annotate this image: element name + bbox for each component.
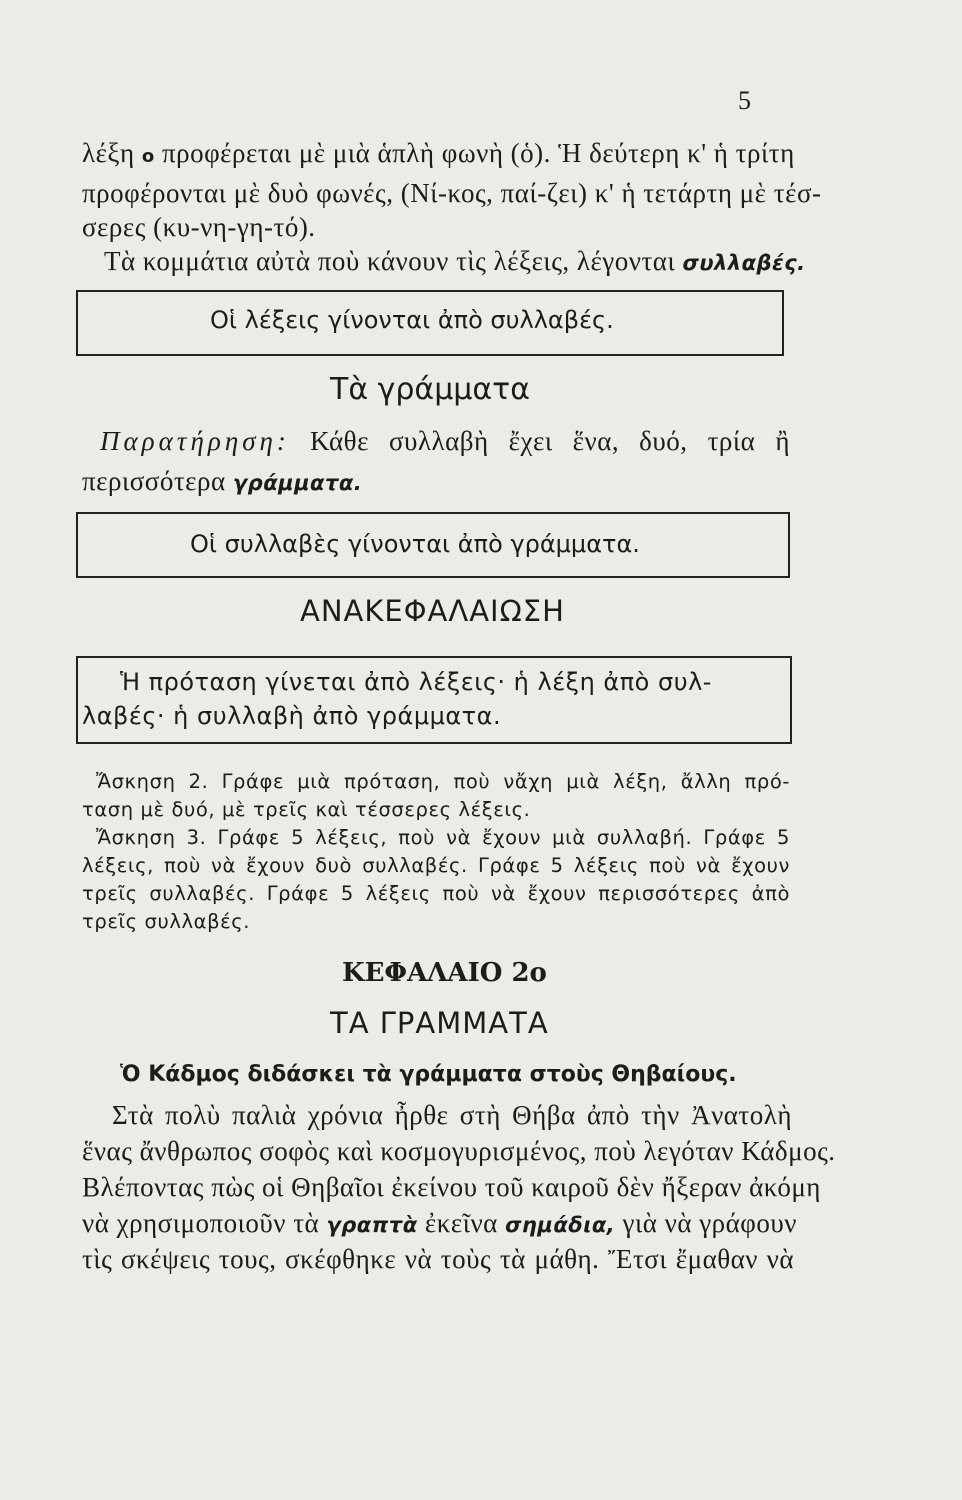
box1-text: Οἱ λέξεις γίνονται ἀπὸ συλλαβές. bbox=[210, 306, 614, 334]
para2-line1: Στὰ πολὺ παλιὰ χρόνια ἦρθε στὴ Θήβα ἀπὸ τὴν Ἀνατολὴ bbox=[112, 1100, 792, 1130]
exercise-line1: Ἄσκηση 2. Γράφε μιὰ πρόταση, ποὺ νἄχη μιὰ λέξη, ἄλλη πρό- bbox=[96, 770, 790, 793]
section-heading-letters: Τὰ γράμματα bbox=[330, 372, 530, 407]
para1-line4 bbox=[104, 246, 806, 277]
story-heading: Ὁ Κάδμος διδάσκει τὰ γράμματα στοὺς Θηβαίους. bbox=[120, 1062, 737, 1087]
bold-term: γραπτὰ bbox=[326, 1213, 418, 1237]
bold-marker: ο bbox=[141, 146, 155, 167]
bold-term: συλλαβές. bbox=[682, 251, 806, 275]
text-span: νὰ χρησιμοποιοῦν τὰ bbox=[82, 1208, 327, 1238]
para2-line5: τὶς σκέψεις τους, σκέφθηκε νὰ τοὺς τὰ μάθη. Ἔτσι ἔμαθαν νὰ bbox=[82, 1244, 794, 1274]
page-number: 5 bbox=[738, 86, 751, 115]
observation-line2 bbox=[82, 466, 362, 497]
para2-line3: Βλέποντας πὼς οἱ Θηβαῖοι ἐκείνου τοῦ καιροῦ δὲν ἤξεραν ἀκόμη bbox=[82, 1172, 821, 1202]
box3-line2: λαβές· ἡ συλλαβὴ ἀπὸ γράμματα. bbox=[82, 702, 502, 730]
exercise-line4: λέξεις, ποὺ νὰ ἔχουν δυὸ συλλαβές. Γράφε 5 λέξεις ποὺ νὰ ἔχουν bbox=[82, 854, 790, 877]
text-span: περισσότερα bbox=[82, 466, 233, 496]
observation-line1 bbox=[100, 426, 790, 457]
exercise-line5: τρεῖς συλλαβές. Γράφε 5 λέξεις ποὺ νὰ ἔχουν περισσότερες ἀπὸ bbox=[82, 882, 790, 905]
para2-line2: ἕνας ἄνθρωπος σοφὸς καὶ κοσμογυρισμένος, ποὺ λεγόταν Κάδμος. bbox=[82, 1136, 836, 1166]
box3-line1: Ἡ πρόταση γίνεται ἀπὸ λέξεις· ἡ λέξη ἀπὸ συλ- bbox=[120, 668, 712, 696]
text-span: λέξη bbox=[82, 138, 142, 168]
para1-line1 bbox=[82, 138, 795, 169]
observation-label: Παρατήρηση: bbox=[100, 426, 290, 456]
summary-heading: ΑΝΑΚΕΦΑΛΑΙΩΣΗ bbox=[300, 594, 565, 628]
bold-term: σημάδια, bbox=[505, 1213, 616, 1237]
text-span: γιὰ νὰ γράφουν bbox=[615, 1208, 797, 1238]
chapter-title: ΤΑ ΓΡΑΜΜΑΤΑ bbox=[330, 1006, 549, 1040]
text-span: Τὰ κομμάτια αὐτὰ ποὺ κάνουν τὶς λέξεις, λέγονται bbox=[104, 246, 683, 276]
para1-line3: σερες (κυ-νη-γη-τό). bbox=[82, 212, 316, 242]
bold-term: γράμματα. bbox=[232, 471, 363, 495]
exercise-line3: Ἄσκηση 3. Γράφε 5 λέξεις, ποὺ νὰ ἔχουν μιὰ συλλαβή. Γράφε 5 bbox=[96, 826, 790, 849]
text-span: Κάθε συλλαβὴ ἔχει ἕνα, δυό, τρία ἢ bbox=[310, 426, 790, 456]
chapter-number: ΚΕΦΑΛΑΙΟ 2ο bbox=[342, 958, 547, 988]
text-span: ἐκεῖνα bbox=[417, 1208, 506, 1238]
para2-line4 bbox=[82, 1208, 797, 1239]
box2-text: Οἱ συλλαβὲς γίνονται ἀπὸ γράμματα. bbox=[190, 530, 640, 558]
exercise-line6: τρεῖς συλλαβές. bbox=[82, 910, 251, 933]
para1-line2: προφέρονται μὲ δυὸ φωνές, (Νί-κος, παί-ζει) κ' ἡ τετάρτη μὲ τέσ- bbox=[82, 178, 822, 208]
text-span: προφέρεται μὲ μιὰ ἁπλὴ φωνὴ (ὁ). Ἡ δεύτερη κ' ἡ τρίτη bbox=[154, 138, 795, 168]
exercise-line2: ταση μὲ δυό, μὲ τρεῖς καὶ τέσσερες λέξεις. bbox=[82, 798, 531, 821]
